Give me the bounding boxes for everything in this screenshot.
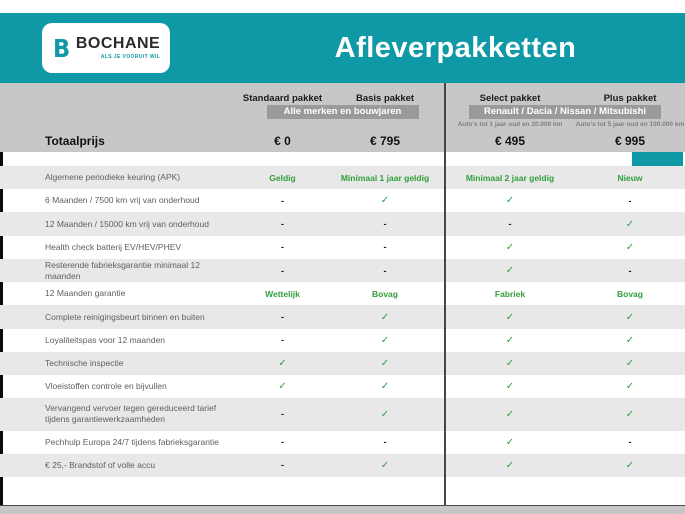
table-row	[0, 259, 685, 282]
table-row	[0, 189, 685, 212]
cell-basis: ✓	[380, 408, 390, 420]
separator-row	[0, 152, 685, 166]
cell-select: ✓	[505, 311, 515, 323]
total-price-basis: € 795	[369, 134, 401, 148]
row-label: Vloeistoffen controle en bijvullen	[45, 381, 167, 392]
brand-name: BOCHANE	[75, 35, 161, 52]
bochane-logo-icon: B	[52, 33, 70, 63]
cell-basis: ✓	[380, 357, 390, 369]
cell-standaard: -	[281, 437, 284, 448]
teal-accent-strip	[632, 152, 683, 166]
top-margin	[0, 0, 685, 13]
cell-plus: ✓	[625, 408, 635, 420]
cell-select: -	[508, 219, 512, 230]
cell-standaard: Geldig	[269, 172, 296, 183]
row-label: Complete reinigingsbeurt binnen en buiten	[45, 311, 205, 322]
cell-plus: -	[628, 437, 632, 448]
cell-standaard: -	[281, 335, 284, 346]
badge-merken-select-plus: Renault / Dacia / Nissan / Mitsubishi	[469, 105, 661, 119]
row-label: Vervangend vervoer tegen gereduceerd tarief tijdens garantiewerkzaamheden	[45, 403, 217, 425]
row-label: 12 Maanden / 15000 km vrij van onderhoud	[45, 218, 209, 229]
total-price-standaard: € 0	[274, 134, 291, 148]
cell-basis: ✓	[380, 334, 390, 346]
cell-plus: ✓	[625, 459, 635, 471]
cell-basis: Bovag	[372, 288, 398, 299]
bottom-footer-strip	[0, 505, 685, 514]
cell-basis: -	[383, 242, 387, 253]
cell-select: ✓	[505, 436, 515, 448]
cell-basis: Minimaal 1 jaar geldig	[340, 172, 430, 183]
cell-plus: ✓	[625, 381, 635, 393]
badge-alle-merken: Alle merken en bouwjaren	[267, 105, 419, 119]
cell-plus: ✓	[625, 218, 635, 230]
cell-plus: ✓	[625, 311, 635, 323]
row-label: Technische inspectie	[45, 357, 124, 368]
cell-select: Minimaal 2 jaar geldig	[465, 172, 555, 183]
cell-plus: ✓	[625, 334, 635, 346]
total-price-plus: € 995	[614, 134, 646, 148]
column-divider-line	[444, 83, 446, 505]
cell-basis: ✓	[380, 311, 390, 323]
table-row	[0, 282, 685, 305]
cell-select: ✓	[505, 334, 515, 346]
cell-select: ✓	[505, 459, 515, 471]
cell-select: ✓	[505, 357, 515, 369]
total-price-row	[0, 130, 685, 152]
cell-select: ✓	[505, 265, 515, 277]
cell-plus: Bovag	[617, 288, 643, 299]
brand-tagline: ALS JE VOORUIT WIL	[100, 54, 161, 60]
cell-standaard: ✓	[278, 357, 287, 369]
row-label: Pechhulp Europa 24/7 tijdens fabrieksgarantie	[45, 436, 219, 447]
cell-standaard: ✓	[278, 381, 287, 393]
note-plus: Auto's tot 5 jaar oud en 100.000 km	[575, 121, 685, 128]
cell-select: ✓	[505, 241, 515, 253]
package-headers	[0, 83, 685, 104]
total-price-select: € 495	[494, 134, 526, 148]
column-header-plus: Plus pakket	[603, 93, 657, 104]
total-price-label: Totaalprijs	[45, 134, 105, 148]
scope-notes	[0, 119, 685, 130]
table-row	[0, 352, 685, 375]
row-label: 12 Maanden garantie	[45, 288, 126, 299]
table-row	[0, 454, 685, 477]
cell-basis: ✓	[380, 381, 390, 393]
row-label: 6 Maanden / 7500 km vrij van onderhoud	[45, 195, 200, 206]
table-row	[0, 375, 685, 398]
bochane-logo	[42, 23, 170, 73]
cell-plus: ✓	[625, 357, 635, 369]
brand-header	[0, 13, 685, 83]
cell-basis: ✓	[380, 459, 390, 471]
table-row	[0, 166, 685, 189]
cell-basis: -	[383, 265, 387, 276]
cell-standaard: -	[281, 242, 284, 253]
column-header-select: Select pakket	[479, 93, 541, 104]
cell-basis: -	[383, 219, 387, 230]
cell-select: Fabriek	[494, 288, 526, 299]
cell-standaard: -	[281, 409, 284, 420]
table-row	[0, 398, 685, 430]
table-row	[0, 212, 685, 235]
page-title: Afleverpakketten	[334, 31, 577, 64]
cell-basis: -	[383, 437, 387, 448]
feature-rows	[0, 166, 685, 477]
cell-standaard: -	[281, 312, 284, 323]
row-label: Health check batterij EV/HEV/PHEV	[45, 241, 182, 252]
cell-basis: ✓	[380, 195, 390, 207]
row-label: Algemene periodieke keuring (APK)	[45, 172, 181, 183]
table-row	[0, 329, 685, 352]
table-row	[0, 236, 685, 259]
column-header-basis: Basis pakket	[355, 93, 415, 104]
table-row	[0, 305, 685, 328]
bottom-spacer	[0, 477, 685, 505]
cell-plus: Nieuw	[617, 172, 643, 183]
cell-plus: ✓	[625, 241, 635, 253]
cell-standaard: -	[281, 265, 284, 276]
cell-plus: -	[628, 195, 632, 206]
row-label: Resterende fabrieksgarantie minimaal 12 maanden	[45, 259, 200, 281]
column-header-band	[0, 83, 685, 152]
cell-select: ✓	[505, 195, 515, 207]
cell-standaard: -	[281, 195, 284, 206]
scope-badges	[0, 104, 685, 119]
row-label: € 25,- Brandstof of volle accu	[45, 459, 156, 470]
cell-plus: -	[628, 265, 632, 276]
column-header-standaard: Standaard pakket	[242, 93, 323, 104]
cell-select: ✓	[505, 408, 515, 420]
cell-standaard: Wettelijk	[265, 288, 300, 299]
cell-standaard: -	[281, 460, 284, 471]
row-label: Loyaliteitspas voor 12 maanden	[45, 334, 166, 345]
cell-select: ✓	[505, 381, 515, 393]
cell-standaard: -	[281, 219, 284, 230]
note-select: Auto's tot 1 jaar oud en 20.000 km	[457, 121, 563, 128]
bochane-logo-text	[76, 36, 160, 60]
table-row	[0, 431, 685, 454]
